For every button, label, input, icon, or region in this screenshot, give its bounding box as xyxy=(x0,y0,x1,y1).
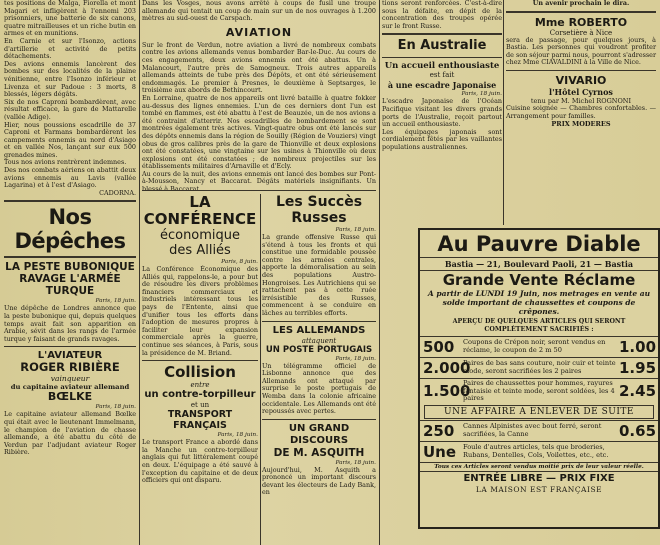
cyrnos-prices: PRIX MODERES xyxy=(551,120,611,129)
row-description: Paires de chaussettes pour hommes, rayures fantaisie et teinte mode, seront soldées, les 4 paires xyxy=(463,379,615,403)
conference-article: La Conférence Économique des Alliés qui, rappelons-le, a pour but de résoudre les divers problèmes financiers commerciaux et industriels intéressant tous les pays de l'Entente, ainsi que d'unifier tous les efforts dans l'adoption de mesures propres à faciliter leur expansion commerciale après la guerre, continue ses séances, à Paris, sous la présidence de M. Briand. xyxy=(142,265,258,357)
advert-entry: ENTRÉE LIBRE — PRIX FIXE xyxy=(420,471,658,485)
aviator-headline-2: ROGER RIBIÈRE xyxy=(20,360,120,375)
column-2b xyxy=(262,194,376,545)
plague-dateline: Paris, 18 juin. xyxy=(95,298,136,305)
cyrnos-title: l'Hôtel Cyrnos xyxy=(549,86,613,97)
australia-dateline: Paris, 18 juin. xyxy=(461,91,502,98)
aviator-headline-3: vainqueur xyxy=(50,374,90,384)
collision-headline-2: entre xyxy=(190,381,210,390)
cyrnos-subtitle: tenu par M. Michel ROGNONI xyxy=(530,96,632,105)
front-report: tions seront renforcées. C'est-à-dire sous la défaite, en dépit de la concentration des troupes opérée sur le front Russe. xyxy=(382,0,502,30)
plague-headline: LA PESTE BUBONIQUE RAVAGE L'ARMÉE TURQUE xyxy=(5,261,135,298)
advert-intro: A partir de LUNDI 19 Juin, nos metrages en vente au solde important de chaussettes et coupons de crêpones. xyxy=(427,289,651,316)
advert-notice: Tous ces Articles seront vendus moitié prix de leur valeur réelle. xyxy=(420,462,658,471)
italian-report-p4: Six de nos Caproni bombardèrent, avec résultat efficace, la gare de Mattarelle (vallée Adige). xyxy=(4,97,136,121)
russian-headline-1: Les Succès xyxy=(275,194,363,210)
roberto-text: sera de passage, pour quelques jours, à Bastia. Les personnes qui voudront profiter de son séjour parmi nous, pourront s'adresser chez Mme CIAVALDINI à la Ville de Nice. xyxy=(506,35,656,67)
row-quantity: 500 xyxy=(423,338,455,356)
row-price: 0.65 xyxy=(619,421,657,440)
collision-dateline: Paris, 18 juin. xyxy=(217,432,258,439)
vivario-title: VIVARIO xyxy=(555,73,607,87)
aviator-dateline: Paris, 18 juin. xyxy=(95,404,136,411)
advert-title: Au Pauvre Diable xyxy=(437,232,641,256)
roberto-title: Mme ROBERTO xyxy=(534,15,628,29)
asquith-headline-2: DE M. ASQUITH xyxy=(273,446,365,459)
collision-article: Le transport France a abordé dans la Manche un contre-torpilleur anglais qui fut littéralement coupé en deux. L'équipage a été sauvé à l'exception du capitaine et de deux officiers qui ont disparu. xyxy=(142,438,258,485)
aviation-p3: Au cours de la nuit, des avions ennemis ont lancé des bombes sur Pont-à-Mousson, Nancy et Baccarat. Dégâts matériels insignifiants. Un xyxy=(142,169,376,186)
asquith-article: Aujourd'hui, M. Asquith a prononcé un important discours devant les électeurs de Lady Bank, en xyxy=(262,465,376,497)
italian-report-p7: Des nos combats aériens on abattit deux avions ennemis au Lavis (vallée Lagarina) et à l'est d'Asiago. xyxy=(4,166,136,190)
row-price: 1.00 xyxy=(619,338,657,356)
row-description: Cannes Alpinistes avec bout ferré, seront sacrifiées, la Canne xyxy=(463,422,602,438)
aviator-headline-1: L'AVIATEUR xyxy=(37,350,103,362)
vosges-report: Dans les Vosges, nous avons arrêté à coups de fusil une troupe allemande qui tentait un coup de main sur un de nos ouvrages à 1.200 mètres au sud-ouest de Carspach. xyxy=(142,0,376,23)
advert-overview: APERÇU DE QUELQUES ARTICLES QUI SERONT COMPLÈTEMENT SACRIFIÉS : xyxy=(452,318,626,333)
italian-report-signature: CADORNA. xyxy=(99,188,136,197)
australia-sub-1: Un accueil enthousiaste xyxy=(384,61,500,72)
italian-report-p5: Hier, nous poussions escadrille de 37 Caproni et Farmans bombardèrent les campements ennemis au nord d'Asiago et en vallée Nos, lançant sur eux 500 grenades mines. xyxy=(4,120,136,159)
aviator-article: Le capitaine aviateur allemand Bœlke qui était avec le lieutenant Immelmann, le champion de l'aviation de chasse allemande, a été abattu du côté de Verdun par l'adjudant aviateur Roger Ribière. xyxy=(4,410,136,457)
row-description: Foule d'autres articles, tels que broderies, Rubans, Dentelles, Cols, Voilettes, etc., etc. xyxy=(463,443,609,459)
australia-article-1: L'escadre Japonaise de l'Océan Pacifique visitant les divers grands ports de l'Australie, reçoit partout un accueil enthousiaste. xyxy=(382,97,502,129)
advert-headline: Grande Vente Réclame xyxy=(442,271,636,289)
row-quantity: 2.000 xyxy=(423,359,471,377)
australia-sub-3: à une escadre Japonaise xyxy=(387,80,497,91)
row-quantity: 1.500 xyxy=(423,382,471,401)
advert-row xyxy=(420,336,658,357)
advert-affair: UNE AFFAIRE A ENLEVER DE SUITE xyxy=(424,405,654,419)
conference-dateline: Paris, 8 juin. xyxy=(221,259,258,265)
collision-headline-5: TRANSPORT FRANÇAIS xyxy=(167,409,233,432)
row-quantity: 250 xyxy=(423,421,455,440)
russian-dateline: Paris, 18 juin. xyxy=(335,227,376,233)
aviator-headline-5: BŒLKE xyxy=(47,390,93,404)
advert-address: Bastia — 21, Boulevard Paoli, 21 — Bastia xyxy=(420,257,658,271)
germans-dateline: Paris, 18 juin. xyxy=(335,355,376,362)
aviator-headline-4: du capitaine aviateur allemand xyxy=(10,383,130,392)
collision-headline-1: Collision xyxy=(164,363,236,382)
conference-headline-1: LA CONFÉRENCE xyxy=(143,193,257,228)
advert-house: LA MAISON EST FRANÇAISE xyxy=(475,484,603,494)
conference-headline-2: économique xyxy=(159,228,241,243)
column-rule xyxy=(139,0,140,545)
row-description: Coupons de Crépon noir, seront vendus en réclame, le coupon de 2 m 50 xyxy=(463,338,606,354)
column-2-top xyxy=(142,0,376,188)
column-rule xyxy=(260,194,261,545)
aviation-p2: En Lorraine, quatre de nos appareils ont livré bataille à quatre fokker au-dessus des lignes ennemies. L'un de ces derniers dont l'un est tombé en flammes, est été abattu à l'est de Beauzée, un de nos avions a été contraint d'atterrir. Nos escadrilles de bombardement se sont montrées également très actives. Vingt-quatre obus ont été lancés sur des dépôts ennemis dans la région de Souilly (Région de Vouziers) vingt obus de gros calibres près de la gare de Thionville et deux explosions ont été constatées, une vingtaine sur les usines à Thionville où deux explosions ont été constatées ; de nombreux projectiles sur les établissements militaires d'Arnaville et d'Ecly. xyxy=(142,93,376,171)
row-price: 1.95 xyxy=(619,359,657,377)
section-title-nos-depeches: Nos Dépêches xyxy=(14,205,126,254)
italian-report-intro: tes positions de Malga, Fiorella et mont Magari et infligèrent à l'ennemi 203 prisonniers, une batterie de six canons, quatre mitrailleuses et un riche butin en armes et en munitions. xyxy=(4,0,136,38)
advert-row xyxy=(420,357,658,378)
row-price: 2.45 xyxy=(619,382,657,401)
germans-headline-2: attaquent xyxy=(301,336,337,345)
roberto-subtitle: Corsetière à Nice xyxy=(549,28,613,37)
australia-headline: En Australie xyxy=(397,38,487,54)
cyrnos-text: Cuisine soignée — Chambres confortables. — Arrangement pour familles. xyxy=(506,103,656,120)
asquith-dateline: Paris, 18 juin. xyxy=(335,459,376,466)
australia-article-2: Les équipages japonais sont cordialement fêtés par les vaillantes populations australiennes. xyxy=(382,127,502,151)
collision-headline-3: un contre-torpilleur xyxy=(144,389,256,401)
aviation-p1: Sur le front de Verdun, notre aviation a livré de nombreux combats contre les avions allemands venus bombarder Bar-le-Duc. Au cours de ces engagements, deux avions ennemis ont été abattus. Un à Malancourt, l'autre près de Samogneux. Trois autres appareils allemands atteints de tube près des Dépôts, et ont été sérieusement endommagés. Le premier à Presnes, le deuxième à Septsarges, le troisième aux abords de Bethincourt. xyxy=(142,40,376,95)
italian-report-p2: En Carnie et sur l'Isonzo, actions d'artillerie et activité de petits détachements. xyxy=(4,36,136,61)
advert-row xyxy=(420,441,658,462)
germans-headline-1: LES ALLEMANDS xyxy=(272,324,366,336)
pauvre-diable-advert xyxy=(418,228,660,529)
top-snippet: Un avenir prochain le dira. xyxy=(532,0,630,7)
advert-row xyxy=(420,378,658,404)
row-description: Paires de bas sans couture, noir cuir et teinte mode, seront sacrifiées les 2 paires xyxy=(463,359,616,375)
italian-report-p3: Des avions ennemis lancèrent des bombes sur des localités de la plaine vénitienne, entre l'Isonzo inférieur et Livenza et sur Padoue : 3 morts, 8 blessés, légers dégâts. xyxy=(4,59,136,99)
italian-report-p6: Tous nos avions rentrèrent indemnes. xyxy=(4,158,127,167)
russian-article: La grande offensive Russe qui s'étend à tous les fronts et qui constitue une formidable poussée contre les armées centrales, apporte la démoralisation au sein des populations Austro-Hongroises. Les Autrichiens qui se rattachent pas à cette ruée irrésistible des Russes, commencent à se conduire en lâches au terribles efforts. xyxy=(262,233,376,317)
column-rule xyxy=(503,0,504,225)
asquith-headline-1: UN GRAND DISCOURS xyxy=(288,422,350,446)
advert-row xyxy=(420,420,658,441)
germans-article: Un télégramme officiel de Lisbonne annonce que des Allemands ont attaqué par surprise le poste portugais de Wemba dans la colonie africaine occidentale. Les Allemands ont été repoussés avec pertes. xyxy=(262,361,376,416)
column-rule xyxy=(379,0,380,545)
russian-headline-2: Russes xyxy=(291,210,347,226)
plague-article: Une dépêche de Londres annonce que la peste bubonique qui, depuis quelques temps avait fait son apparition en Arabie, sévit dans les rangs de l'armée turque y faisant de grands ravages. xyxy=(4,304,136,343)
column-4 xyxy=(506,0,656,225)
column-2a xyxy=(142,194,258,545)
column-3 xyxy=(382,0,502,225)
conference-headline-3: des Alliés xyxy=(169,243,231,258)
germans-headline-3: UN POSTE PORTUGAIS xyxy=(265,344,373,355)
collision-headline-4: et un xyxy=(190,401,210,410)
australia-sub-2: est fait xyxy=(429,71,455,80)
column-1 xyxy=(4,0,136,545)
aviation-headline: AVIATION xyxy=(225,25,293,39)
row-quantity: Une xyxy=(423,442,457,461)
